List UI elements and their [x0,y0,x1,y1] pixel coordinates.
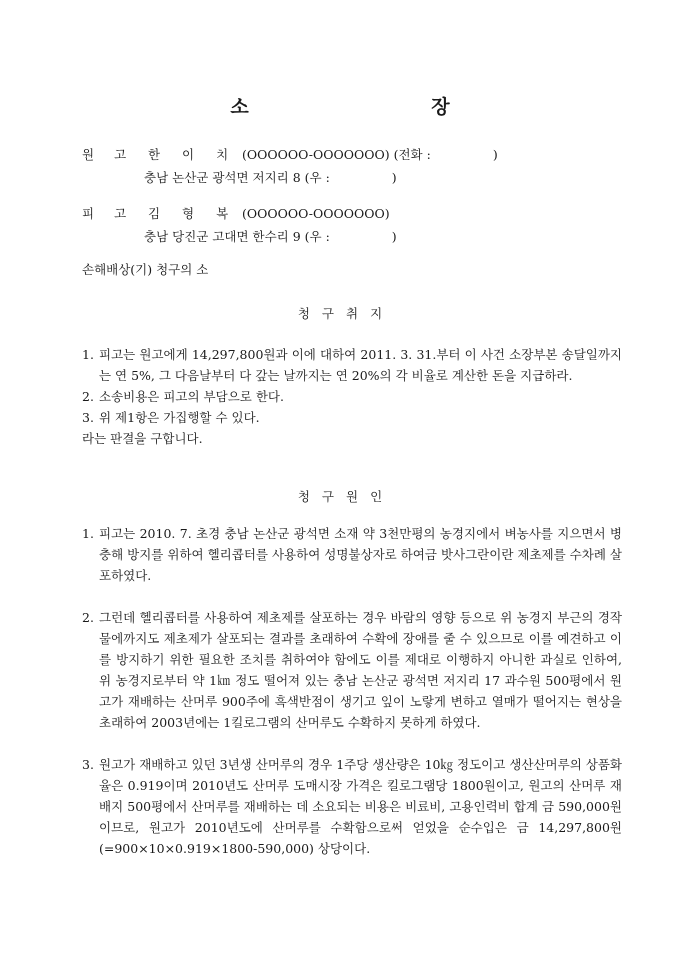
cause-item [82,607,622,733]
cause-item-text: 피고는 2010. 7. 초경 충남 논산군 광석면 소재 약 3천만평의 농경지에서 벼농사를 지으면서 병충해 방지를 위하여 헬리콥터를 사용하여 성명불상자로 하여금 밧사그란이란 제초제를 수차례 살포하였다. [99,526,622,583]
cause-item [82,754,622,859]
claim-item [82,407,622,428]
claim-item [82,386,622,407]
cause-item-num: 3. [82,757,94,772]
defendant-name: 김형복 [147,206,251,221]
defendant-address-close: ) [391,229,397,244]
defendant-role: 피고 [82,206,147,221]
plaintiff-name: 한이치 [147,147,251,162]
cause-item [82,523,622,586]
claim-item-text: 소송비용은 피고의 부담으로 한다. [99,389,284,404]
claim-section-title: 청구취지 [297,306,395,321]
claim-closing: 라는 판결을 구합니다. [82,431,203,446]
defendant-block [82,202,642,248]
cause-section-title: 청구원인 [297,489,395,504]
cause-item-num: 2. [82,610,94,625]
claim-item-num: 3. [82,410,94,425]
plaintiff-address: 충남 논산군 광석면 저지리 8 (우 : [144,170,330,185]
claim-item-text: 위 제1항은 가집행할 수 있다. [99,410,260,425]
plaintiff-phone-close: ) [492,147,498,162]
plaintiff-role: 원고 [82,147,147,162]
plaintiff-id: (OOOOOO-OOOOOOO) [241,147,390,162]
claim-list [82,344,622,449]
plaintiff-block [82,143,642,189]
document-title: 소 장 [230,96,538,118]
claim-item-num: 1. [82,347,94,362]
defendant-id: (OOOOOO-OOOOOOO) [241,206,390,221]
cause-list [82,523,622,859]
claim-item [82,344,622,386]
defendant-address: 충남 당진군 고대면 한수리 9 (우 : [144,229,330,244]
cause-item-text: 원고가 재배하고 있던 3년생 산머루의 경우 1주당 생산량은 10㎏ 정도이고 생산산머루의 상품화율은 0.919이며 2010년도 산머루 도매시장 가격은 킬로그램당 1800원이고, 원고의 산머루 재배지 500평에서 산머루를 재배하는 데 소요되는 비용은 비료비, 고용인력비 합계 금 590,000원이므로, 원고가 2010년도에 산머루를 수확함으로써 얻었을 순수입은 금 14,297,800원(=900×10×0.919×1800-590,000) 상당이다. [99,757,622,856]
cause-item-text: 그런데 헬리콥터를 사용하여 제초제를 살포하는 경우 바람의 영향 등으로 위 농경지 부근의 경작물에까지도 제초제가 살포되는 결과를 초래하여 수확에 장애를 줄 수 있으므로 이를 예견하고 이를 방지하기 위한 필요한 조치를 취하여야 함에도 이를 제대로 이행하지 아니한 과실로 인하여, 위 농경지로부터 약 1㎞ 정도 떨어져 있는 충남 논산군 광석면 저지리 17 과수원 500평에서 원고가 재배하는 산머루 900주에 흑색반점이 생기고 잎이 노랗게 변하고 열매가 떨어지는 현상을 초래하여 2003년에는 1킬로그램의 산머루도 수확하지 못하게 하였다. [99,610,622,730]
case-name: 손해배상(기) 청구의 소 [82,262,209,277]
plaintiff-phone-label: (전화 : [393,147,431,162]
claim-item-num: 2. [82,389,94,404]
plaintiff-address-close: ) [391,170,397,185]
claim-item-text: 피고는 원고에게 14,297,800원과 이에 대하여 2011. 3. 31.부터 이 사건 소장부본 송달일까지는 연 5%, 그 다음날부터 다 갚는 날까지는 연 20%의 각 비율로 계산한 돈을 지급하라. [99,347,622,383]
cause-item-num: 1. [82,526,94,541]
